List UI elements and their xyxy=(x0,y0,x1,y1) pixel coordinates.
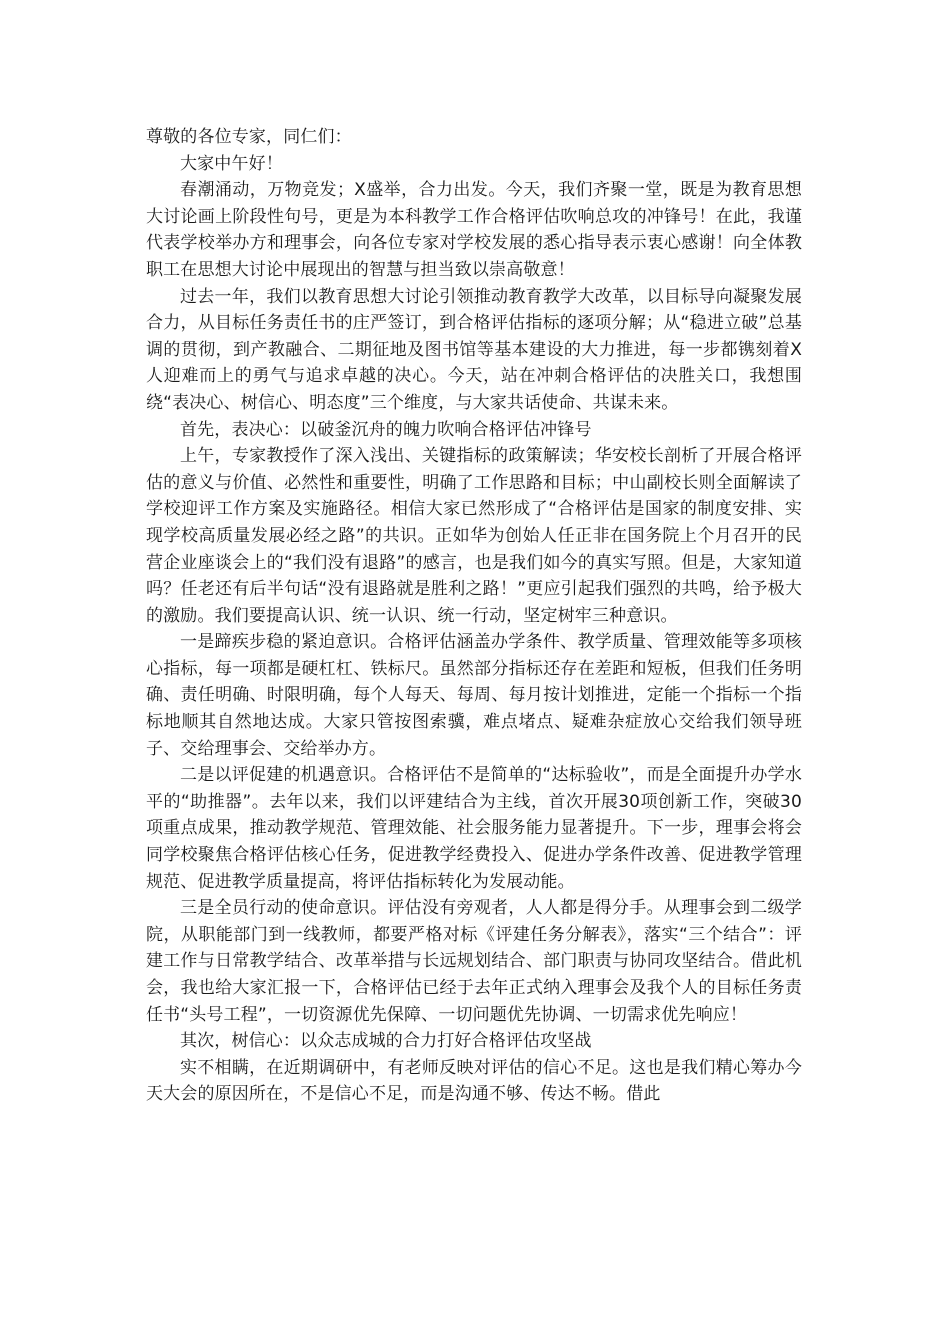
section-heading-1: 首先，表决心：以破釜沉舟的魄力吹响合格评估冲锋号 xyxy=(180,419,592,440)
document-page xyxy=(146,124,802,1108)
paragraph-opportunity: 二是以评促建的机遇意识。合格评估不是简单的“达标验收”，而是全面提升办学水平的“助推器”。去年以来，我们以评建结合为主线，首次开展30项创新工作，突破30项重点成果，推动教学规范、管理效能、社会服务能力显著提升。下一步，理事会将会同学校聚焦合格评估核心任务，促进教学经费投入、促进办学条件改善、促进教学管理规范、促进教学质量提高，将评估指标转化为发展动能。 xyxy=(146,765,802,892)
paragraph-review: 过去一年，我们以教育思想大讨论引领推动教育教学大改革，以目标导向凝聚发展合力，从目标任务责任书的庄严签订，到合格评估指标的逐项分解；从“稳进立破”总基调的贯彻，到产教融合、二期征地及图书馆等基本建设的大力推进，每一步都镌刻着X人迎难而上的勇气与追求卓越的决心。今天，站在冲刺合格评估的决胜关口，我想围绕“表决心、树信心、明态度”三个维度，与大家共话使命、共谋未来。 xyxy=(146,286,802,413)
paragraph-confidence: 实不相瞒，在近期调研中，有老师反映对评估的信心不足。这也是我们精心筹办今天大会的原因所在，不是信心不足，而是沟通不够、传达不畅。借此 xyxy=(146,1057,802,1105)
paragraph-greeting: 大家中午好！ xyxy=(180,153,283,174)
salutation: 尊敬的各位专家，同仁们： xyxy=(146,127,352,147)
paragraph-mission: 三是全员行动的使命意识。评估没有旁观者，人人都是得分手。从理事会到二级学院，从职能部门到一线教师，都要严格对标《评建任务分解表》，落实“三个结合”：评建工作与日常教学结合、改革举措与长远规划结合、部门职责与协同攻坚结合。借此机会，我也给大家汇报一下，合格评估已经于去年正式纳入理事会及我个人的目标任务责任书“头号工程”，一切资源优先保障、一切问题优先协调、一切需求优先响应！ xyxy=(146,898,802,1025)
paragraph-opening: 春潮涌动，万物竞发；X盛举，合力出发。今天，我们齐聚一堂，既是为教育思想大讨论画上阶段性句号，更是为本科教学工作合格评估吹响总攻的冲锋号！在此，我谨代表学校举办方和理事会，向各位专家对学校发展的悉心指导表示衷心感谢！向全体教职工在思想大讨论中展现出的智慧与担当致以崇高敬意！ xyxy=(146,180,802,280)
paragraph-consensus: 上午，专家教授作了深入浅出、关键指标的政策解读；华安校长剖析了开展合格评估的意义与价值、必然性和重要性，明确了工作思路和目标；中山副校长则全面解读了学校迎评工作方案及实施路径。相信大家已然形成了“合格评估是国家的制度安排、实现学校高质量发展必经之路”的共识。正如华为创始人任正非在国务院上个月召开的民营企业座谈会上的“我们没有退路”的感言，也是我们如今的真实写照。但是，大家知道吗？任老还有后半句话“没有退路就是胜利之路！”更应引起我们强烈的共鸣，给予极大的激励。我们要提高认识、统一认识、统一行动，坚定树牢三种意识。 xyxy=(146,446,802,626)
section-heading-2: 其次，树信心：以众志成城的合力打好合格评估攻坚战 xyxy=(180,1031,592,1052)
paragraph-urgency: 一是蹄疾步稳的紧迫意识。合格评估涵盖办学条件、教学质量、管理效能等多项核心指标，每一项都是硬杠杠、铁标尺。虽然部分指标还存在差距和短板，但我们任务明确、责任明确、时限明确，每个人每天、每周、每月按计划推进，定能一个指标一个指标地顺其自然地达成。大家只管按图索骥，难点堵点、疑难杂症放心交给我们领导班子、交给理事会、交给举办方。 xyxy=(146,632,802,759)
